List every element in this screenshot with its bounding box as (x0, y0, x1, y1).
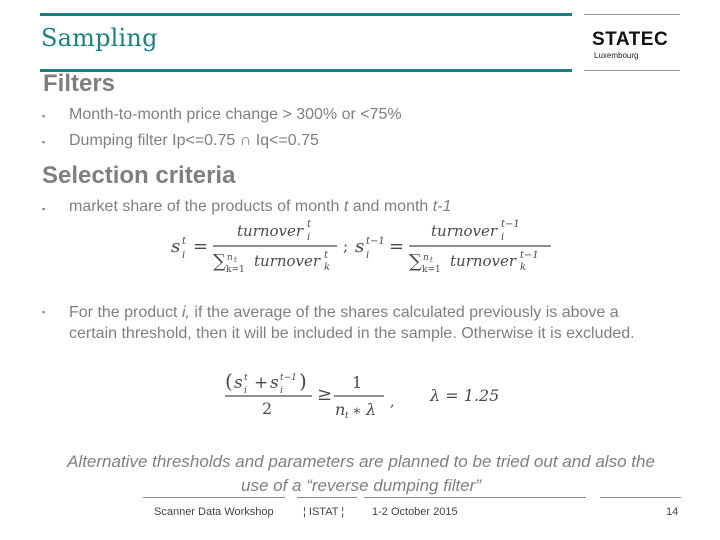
bullet-2-part-a: For the product (69, 304, 182, 321)
svg-text:i: i (501, 232, 505, 243)
svg-text:i: i (182, 250, 186, 261)
slide-title: Sampling (41, 24, 158, 52)
svg-text:≥: ≥ (317, 384, 333, 405)
lambda-value: λ = 1.25 (430, 386, 500, 405)
svg-text:2: 2 (262, 399, 273, 418)
footer-rule (143, 497, 285, 498)
svg-text:t: t (430, 256, 433, 264)
svg-text:i: i (244, 386, 247, 396)
svg-text:i: i (307, 232, 311, 243)
filters-heading: Filters (43, 70, 116, 97)
footer-date: 1-2 October 2015 (372, 506, 458, 518)
month-t: t (343, 198, 349, 215)
footer-rule (600, 497, 681, 498)
logo-name: STATEC (592, 29, 669, 50)
svg-text:t: t (244, 373, 248, 383)
svg-text:t−1: t−1 (501, 219, 520, 230)
svg-text:t−1: t−1 (520, 250, 539, 261)
svg-text:λ: λ (366, 400, 377, 419)
header-bottom-rule (40, 69, 572, 72)
filter-item-1: Month-to-month price change > 300% or <75% (69, 106, 402, 123)
svg-text:s: s (270, 373, 279, 393)
page-number: 14 (666, 506, 679, 518)
svg-text:=: = (193, 236, 209, 257)
market-share-formula (165, 214, 565, 276)
footer-rule (364, 497, 586, 498)
svg-text:k: k (324, 262, 331, 273)
italic-note (41, 450, 681, 498)
logo-subtitle: Luxembourg (594, 51, 639, 60)
svg-text:n: n (227, 253, 233, 263)
svg-text:i: i (366, 250, 370, 261)
svg-text:i: i (280, 386, 283, 396)
note-line-2: use of a “reverse dumping filter” (241, 476, 481, 495)
logo-bottom-rule (584, 70, 680, 71)
formula-separator: ; (343, 237, 349, 255)
svg-text:k=1: k=1 (226, 265, 245, 275)
statec-logo (592, 30, 676, 62)
svg-text:s: s (355, 236, 365, 257)
selection-heading: Selection criteria (42, 162, 236, 189)
selection-bullet-1-mid: and month (348, 198, 433, 215)
footer-event: Scanner Data Workshop (154, 506, 274, 518)
svg-text:k=1: k=1 (422, 265, 441, 275)
svg-text:k: k (520, 262, 527, 273)
svg-text:t: t (324, 250, 329, 261)
svg-text:s: s (171, 236, 181, 257)
svg-text:(: ( (225, 369, 233, 393)
logo-top-rule (584, 14, 680, 15)
svg-text:turnover: turnover (237, 222, 304, 240)
svg-text:=: = (389, 236, 405, 257)
svg-text:n: n (335, 400, 346, 419)
svg-text:t: t (307, 219, 312, 230)
bullet-2-product-i: i, (181, 304, 190, 321)
svg-text:n: n (423, 253, 429, 263)
svg-text:turnover: turnover (254, 252, 321, 270)
bullet-2-part-b: if the average of the shares calculated previously is above a (189, 304, 619, 321)
month-t-minus-1: t-1 (432, 198, 452, 215)
bullet-icon: ▪ (42, 204, 46, 214)
svg-text:t: t (234, 256, 237, 264)
svg-text:∗: ∗ (352, 403, 362, 419)
formula-separator: , (390, 394, 395, 410)
svg-text:∑: ∑ (213, 251, 226, 272)
svg-text:∑: ∑ (409, 251, 422, 272)
svg-text:1: 1 (352, 373, 363, 392)
svg-text:+: + (254, 373, 269, 393)
svg-text:t: t (182, 236, 187, 247)
bullet-icon: ▪ (42, 111, 46, 121)
filter-item-2: Dumping filter Ip<=0.75 ∩ Iq<=0.75 (69, 132, 319, 149)
svg-text:t: t (345, 411, 349, 421)
svg-text:): ) (299, 369, 307, 393)
note-line-1: Alternative thresholds and parameters are planned to be tried out and also the (67, 452, 655, 471)
bullet-2-line-2: certain threshold, then it will be included in the sample. Otherwise it is excluded. (69, 325, 635, 342)
threshold-formula (222, 364, 512, 426)
bullet-icon: ▪ (42, 307, 46, 317)
bullet-icon: ▪ (42, 137, 46, 147)
footer-org: ¦ ISTAT ¦ (303, 506, 345, 518)
footer-rule (297, 497, 357, 498)
svg-text:s: s (234, 373, 243, 393)
selection-bullet-2 (69, 302, 689, 344)
header-top-rule (40, 13, 572, 16)
svg-text:turnover: turnover (450, 252, 517, 270)
svg-text:t−1: t−1 (280, 373, 297, 383)
selection-bullet-1-prefix: market share of the products of month (69, 198, 344, 215)
svg-text:turnover: turnover (431, 222, 498, 240)
svg-text:t−1: t−1 (366, 236, 385, 247)
